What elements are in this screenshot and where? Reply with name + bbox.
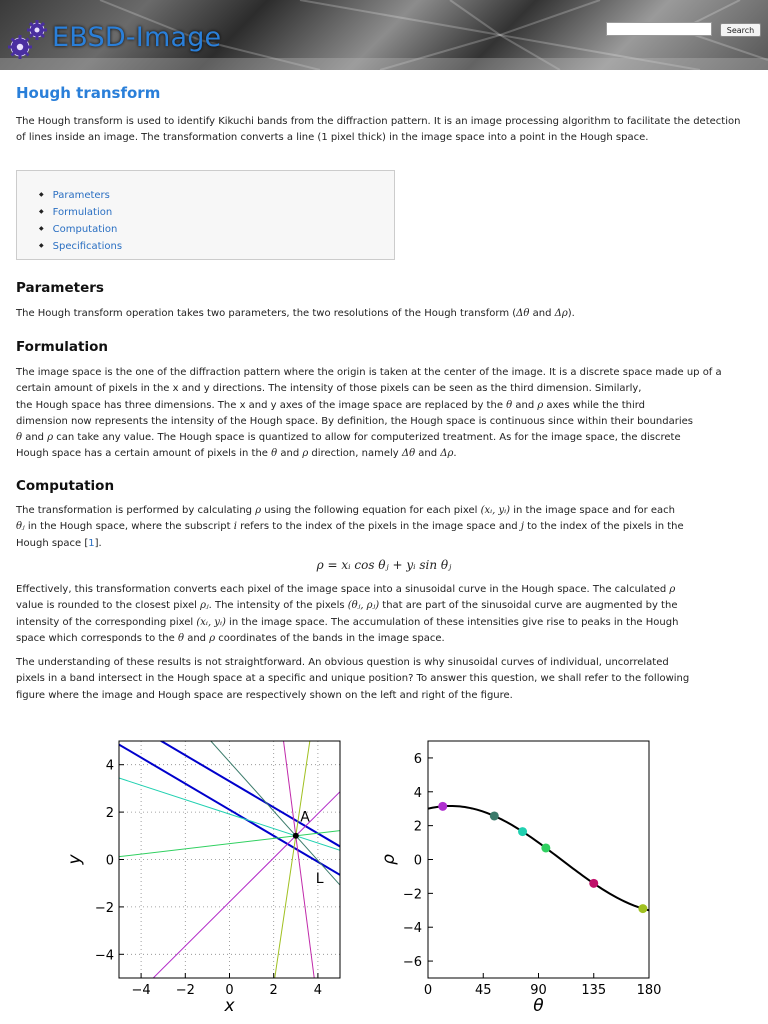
theta-tick-label: 45 <box>474 983 492 998</box>
rho-tick-label: 0 <box>413 853 422 869</box>
hough-point-4 <box>589 879 598 888</box>
rho-tick-label: −2 <box>402 887 422 903</box>
computation-paragraph-1: The transformation is performed by calculating ρ using the following equation for each pixel (xᵢ, yᵢ) in the image space and for each θⱼ in the Hough space, where the subscript i refers to the index of the pixels in the image space and j to the index of the pixels in the Hough space [1]. <box>16 505 684 549</box>
computation-paragraph-2: Effectively, this transformation converts each pixel of the image space into a sinusoidal curve in the Hough space. The calculated ρ value is rounded to the closest pixel ρⱼ. The intensity of the pixels (θⱼ, ρⱼ) that are part of the sinusoidal curve are augmented by the intensity of the corresponding pixel (xᵢ, yᵢ) in the image space. The accumulation of these intensities give rise to peaks in the Hough space which corresponds to the θ and ρ coordinates of the bands in the image space. <box>16 584 679 644</box>
x-tick-label: 0 <box>225 983 234 998</box>
table-of-contents <box>16 170 395 260</box>
rho-tick-label: 2 <box>413 819 422 835</box>
toc-item-formulation[interactable]: ◆ Formulation <box>39 204 122 221</box>
intro-paragraph: The Hough transform is used to identify Kikuchi bands from the diffraction pattern. It is an image processing algorithm to facilitate the detection of lines inside an image. The transformation converts a line (1 pixel thick) in the image space into a point in the Hough space. <box>16 116 741 144</box>
parameters-paragraph: The Hough transform operation takes two parameters, the two resolutions of the Hough transform (Δθ and Δρ). <box>16 308 575 319</box>
heading-computation: Computation <box>16 478 115 494</box>
y-tick-label: −4 <box>94 948 114 964</box>
rho-tick-label: −6 <box>402 955 422 971</box>
y-axis-label: y <box>65 854 85 865</box>
theta-tick-label: 0 <box>423 983 433 998</box>
y-tick-label: 4 <box>105 758 114 774</box>
main-content <box>16 70 752 701</box>
hough-equation: ρ = xᵢ cos θⱼ + yᵢ sin θⱼ <box>316 558 452 572</box>
reference-link[interactable]: 1 <box>88 537 95 549</box>
heading-parameters: Parameters <box>16 280 104 296</box>
understanding-paragraph: The understanding of these results is not straightforward. An obvious question is why sinusoidal curves of individual, uncorrelated pixels in a band intersect in the Hough space at a specific and unique position? To answer this question, we shall refer to the following figure where the image and Hough space are respectively shown on the left and right of the figure. <box>16 657 690 701</box>
image-space-plot <box>65 733 340 1024</box>
pixel-point <box>293 833 299 839</box>
y-tick-label: −2 <box>94 900 114 916</box>
site-title[interactable]: EBSD-Image <box>52 22 222 53</box>
line-line-yellow-green <box>119 733 340 1024</box>
rho-tick-label: 4 <box>413 785 422 801</box>
y-tick-label: 0 <box>105 853 114 869</box>
line-line-green <box>119 831 340 857</box>
rho-tick-label: −4 <box>402 921 422 937</box>
lines-group <box>119 733 340 1024</box>
x-tick-label: −2 <box>175 983 195 998</box>
theta-tick-label: 180 <box>636 983 662 998</box>
x-tick-label: 2 <box>269 983 278 998</box>
x-tick-label: −4 <box>131 983 151 998</box>
search-button[interactable]: Search <box>720 23 761 37</box>
hough-point-1 <box>490 811 499 820</box>
theta-tick-label: 135 <box>581 983 607 998</box>
x-tick-label: 4 <box>313 983 323 998</box>
gears-logo-icon[interactable] <box>8 18 50 60</box>
toc-item-parameters[interactable]: ◆ Parameters <box>39 187 122 204</box>
annotation-A: A <box>300 809 310 826</box>
header-banner <box>0 0 768 70</box>
search-input[interactable] <box>606 22 712 36</box>
hough-point-2 <box>518 827 527 836</box>
y-tick-label: 2 <box>105 806 114 822</box>
theta-tick-label: 90 <box>530 983 547 998</box>
hough-point-3 <box>541 843 550 852</box>
axes-frame-2 <box>428 741 649 978</box>
annotation-L: L <box>315 871 324 888</box>
hough-space-plot <box>379 741 661 1016</box>
hough-point-5 <box>638 904 647 913</box>
page-title: Hough transform <box>16 84 161 102</box>
sinusoid-curve <box>428 806 649 910</box>
theta-axis-label: θ <box>533 996 544 1016</box>
hough-figure <box>64 733 672 1024</box>
rho-axis-label: ρ <box>379 854 399 865</box>
axes-frame <box>119 741 340 978</box>
formulation-paragraph: The image space is the one of the diffraction pattern where the origin is taken at the center of the image. It is a discrete space made up of a certain amount of pixels in the x and y directions. The intensity of those pixels can be seen as the third dimension. Similarly, the Hough space has three dimensions. The x and y axes of the image space are replaced by the θ and ρ axes while the third dimension now represents the intensity of the Hough space. By definition, the Hough space is continuous since within their boundaries θ and ρ can take any value. The Hough space is quantized to allow for computerized treatment. As for the image space, the discrete Hough space has a certain amount of pixels in the θ and ρ direction, namely Δθ and Δρ. <box>16 367 722 460</box>
hough-point-0 <box>438 802 447 811</box>
toc-item-computation[interactable]: ◆ Computation <box>39 221 122 238</box>
rho-tick-label: 6 <box>413 751 422 767</box>
line-line-magenta <box>119 733 340 1024</box>
x-axis-label: x <box>224 996 235 1016</box>
heading-formulation: Formulation <box>16 339 108 355</box>
toc-item-specifications[interactable]: ◆ Specifications <box>39 238 122 255</box>
